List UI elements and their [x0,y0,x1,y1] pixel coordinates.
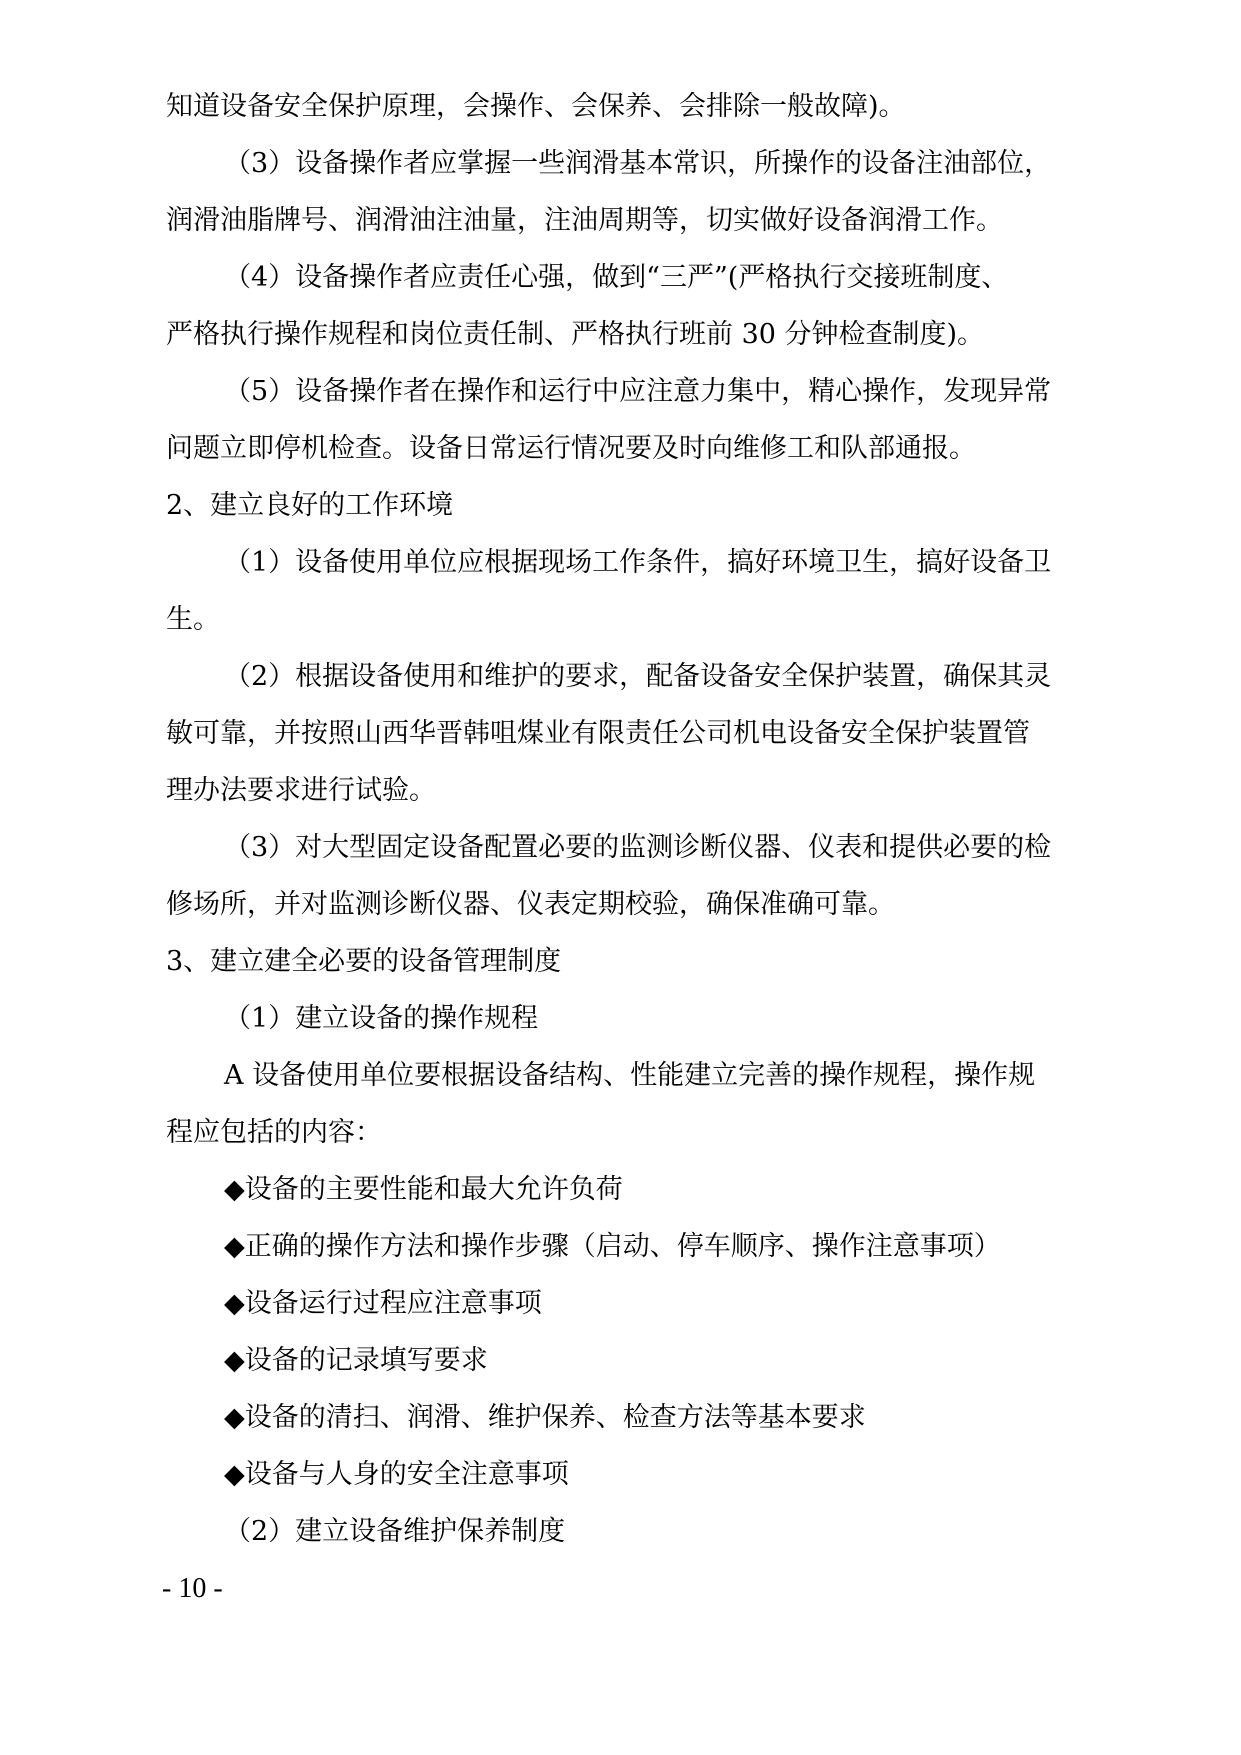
bullet-item: ◆设备的记录填写要求 [224,1345,488,1376]
text-line: 问题立即停机检查。设备日常运行情况要及时向维修工和队部通报。 [166,433,976,464]
bullet-item: ◆设备与人身的安全注意事项 [224,1459,569,1490]
bullet-item: ◆正确的操作方法和操作步骤（启动、停车顺序、操作注意事项） [224,1231,1001,1262]
document-body [166,78,1081,1560]
text-line: （3）对大型固定设备配置必要的监测诊断仪器、仪表和提供必要的检 [224,832,1052,863]
text-line: （3）设备操作者应掌握一些润滑基本常识，所操作的设备注油部位， [224,148,1052,179]
text-line: （5）设备操作者在操作和运行中应注意力集中，精心操作，发现异常 [224,376,1052,407]
text-line: 知道设备安全保护原理，会操作、会保养、会排除一般故障)。 [166,91,906,122]
bullet-item: ◆设备运行过程应注意事项 [224,1288,542,1319]
text-line: 生。 [166,604,220,635]
bullet-item: ◆设备的清扫、润滑、维护保养、检查方法等基本要求 [224,1402,866,1433]
text-line: 理办法要求进行试验。 [166,775,436,806]
subsection-heading: （2）建立设备维护保养制度 [224,1516,566,1547]
section-heading: 2、建立良好的工作环境 [166,490,454,521]
page-number: - 10 - [162,1573,223,1604]
text-line: 润滑油脂牌号、润滑油注油量，注油周期等，切实做好设备润滑工作。 [166,205,1003,236]
text-line: （4）设备操作者应责任心强，做到“三严”(严格执行交接班制度、 [224,262,1009,293]
section-heading: 3、建立建全必要的设备管理制度 [166,946,562,977]
text-line: 敏可靠，并按照山西华晋韩咀煤业有限责任公司机电设备安全保护装置管 [166,718,1030,749]
text-line: （1）设备使用单位应根据现场工作条件，搞好环境卫生，搞好设备卫 [224,547,1052,578]
subsection-heading: （1）建立设备的操作规程 [224,1003,539,1034]
text-line: A 设备使用单位要根据设备结构、性能建立完善的操作规程，操作规 [224,1060,1036,1091]
text-line: 程应包括的内容： [166,1117,382,1148]
text-line: （2）根据设备使用和维护的要求，配备设备安全保护装置，确保其灵 [224,661,1052,692]
text-line: 修场所，并对监测诊断仪器、仪表定期校验，确保准确可靠。 [166,889,895,920]
text-line: 严格执行操作规程和岗位责任制、严格执行班前 30 分钟检查制度)。 [166,319,985,350]
bullet-item: ◆设备的主要性能和最大允许负荷 [224,1174,623,1205]
